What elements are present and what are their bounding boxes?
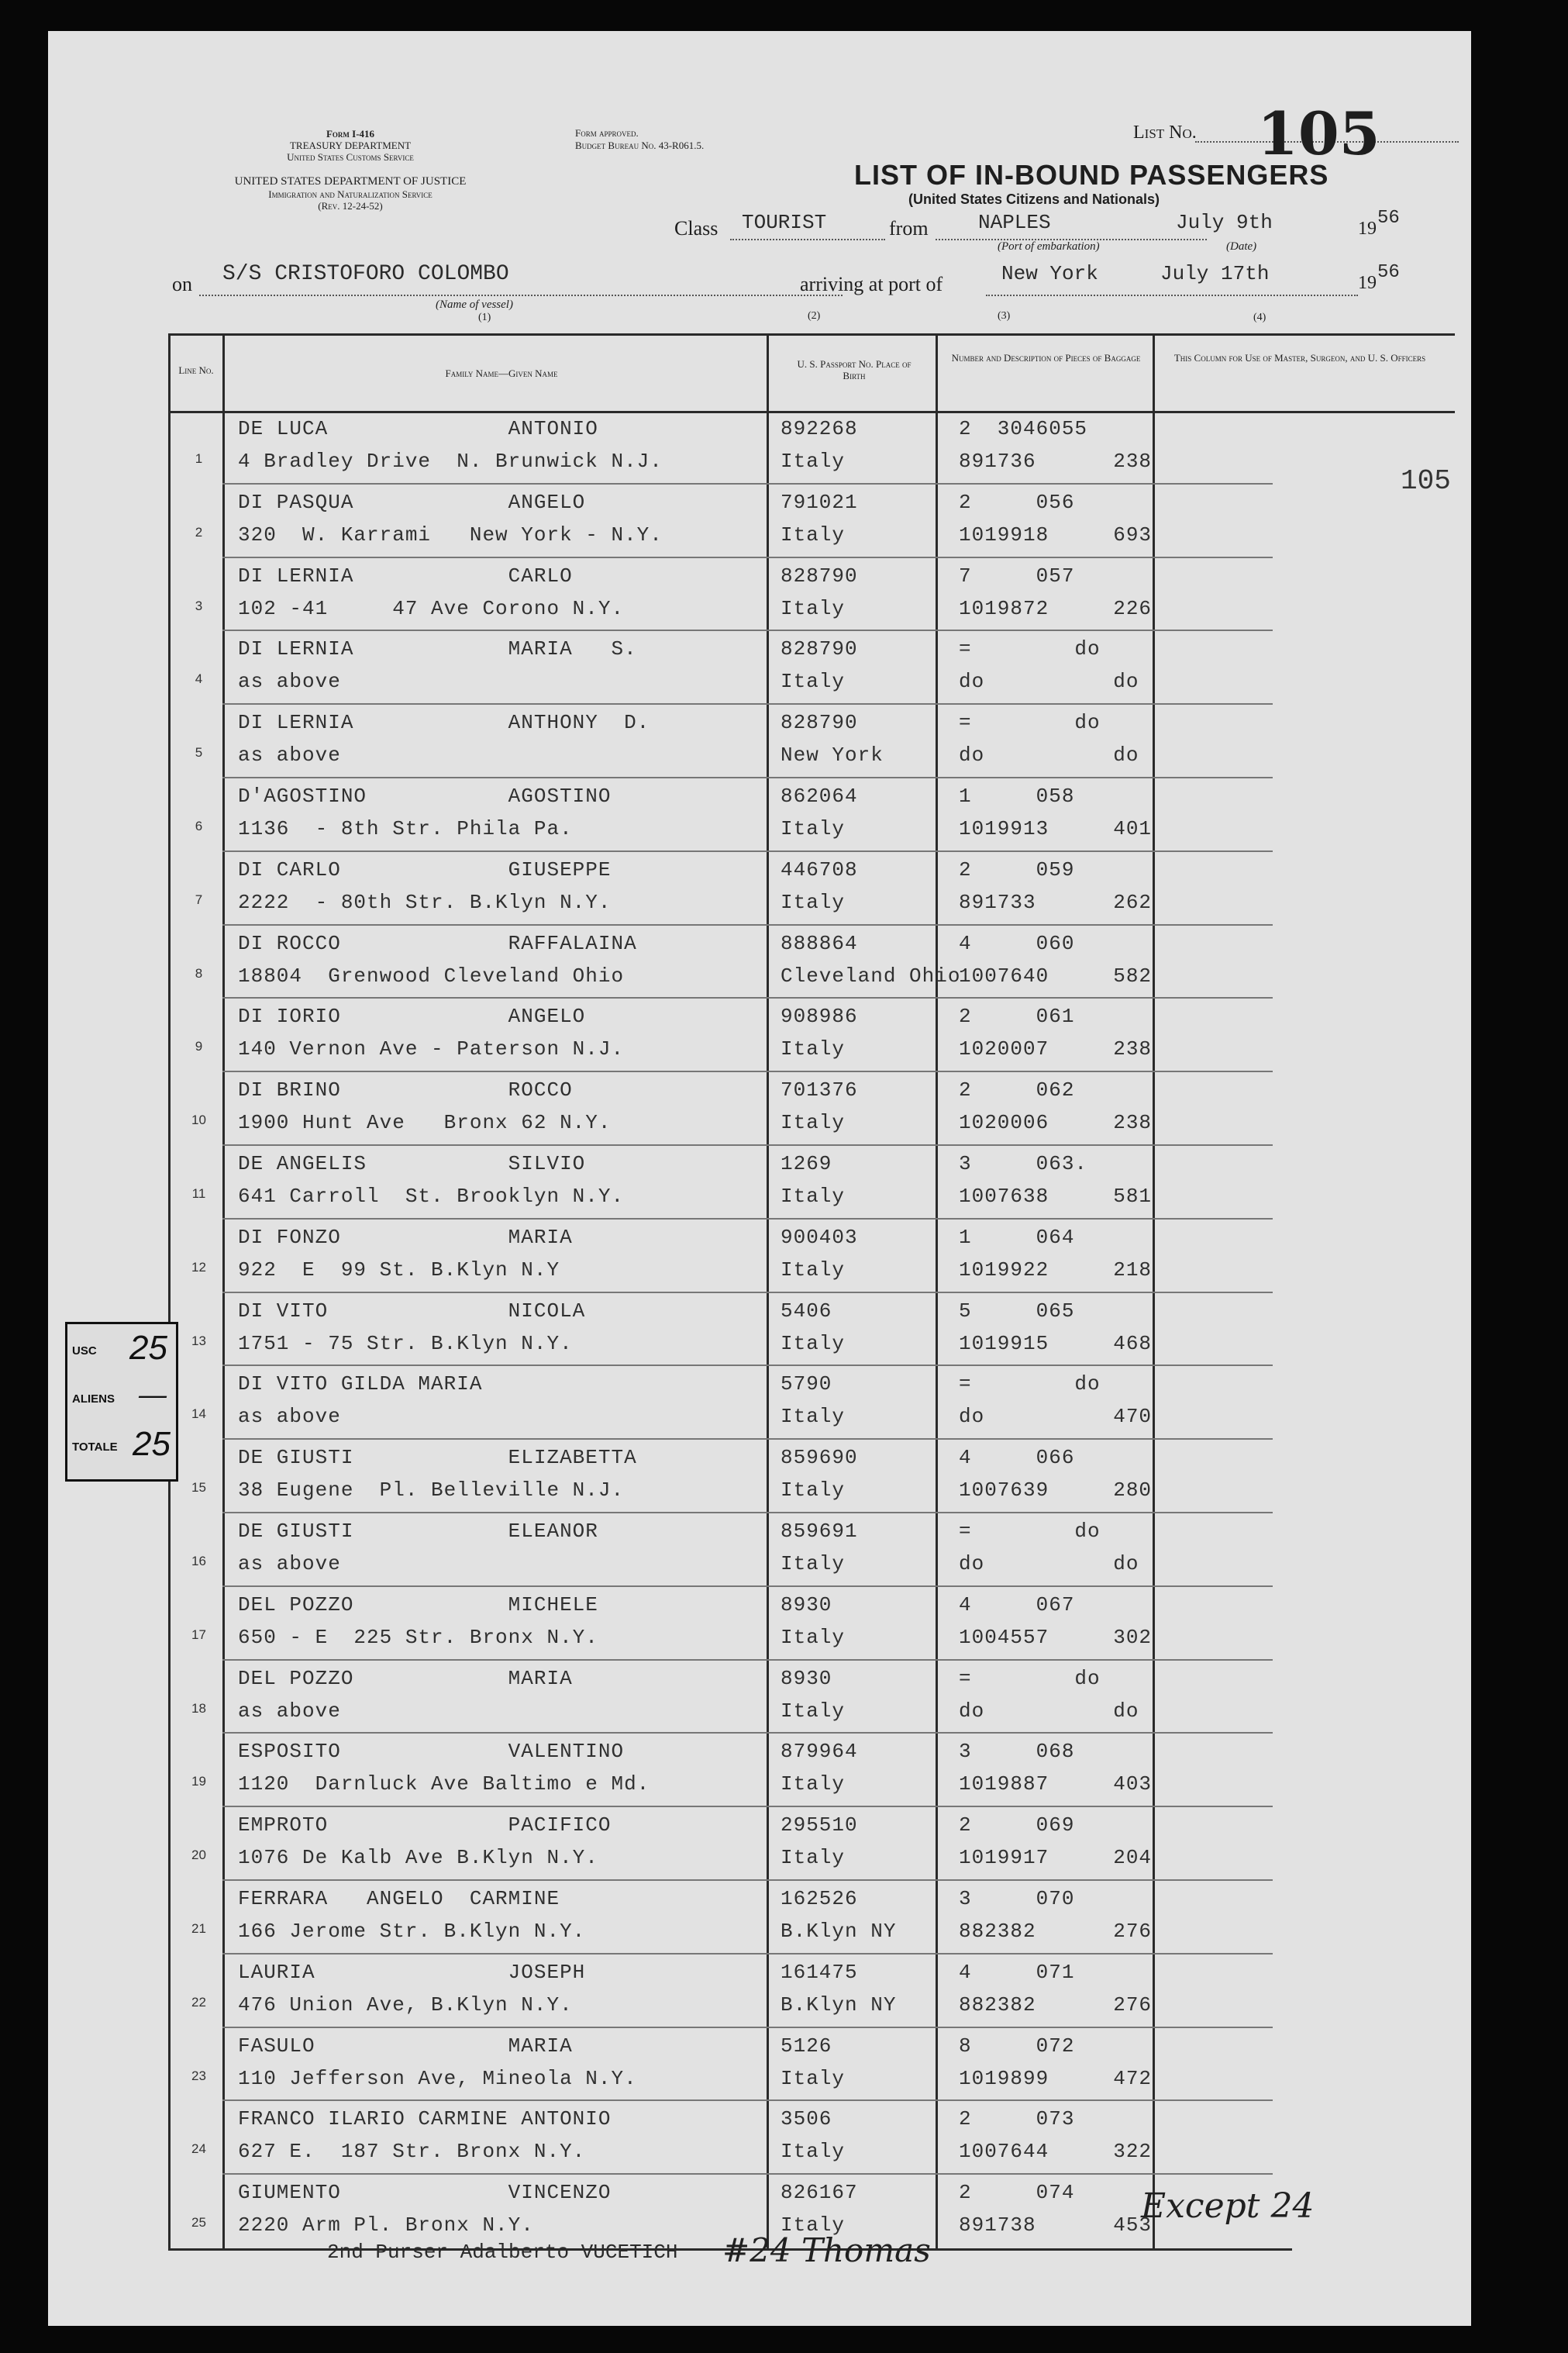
passport-number: 162526 xyxy=(781,1887,858,1910)
place-of-birth: Italy xyxy=(781,817,846,840)
baggage-count: 8 072 xyxy=(959,2034,1075,2058)
purser-signature: 2nd Purser Adalberto VUCETICH xyxy=(327,2241,678,2264)
form-approved: Form approved. xyxy=(575,127,639,139)
table-row xyxy=(168,1366,1404,1440)
year-value: 56 xyxy=(1377,208,1400,229)
passenger-name: DEL POZZO MICHELE xyxy=(238,1592,598,1616)
baggage-count: 1 058 xyxy=(959,785,1075,808)
line-number: 19 xyxy=(191,1774,206,1789)
ins-service: Immigration and Naturalization Service xyxy=(268,188,432,200)
passport-number: 908986 xyxy=(781,1005,858,1029)
table-row xyxy=(168,1661,1404,1734)
baggage-description: 1007639 280 xyxy=(959,1478,1153,1503)
table-row xyxy=(168,1072,1404,1146)
handwritten-note: #24 Thomas xyxy=(722,2231,931,2269)
line-number: 14 xyxy=(191,1406,206,1422)
baggage-description: 1020007 238 xyxy=(959,1037,1153,1061)
line-number: 12 xyxy=(191,1259,206,1275)
table-row xyxy=(168,1587,1404,1661)
class-value: TOURIST xyxy=(742,211,827,234)
line-number: 24 xyxy=(191,2141,206,2157)
passenger-address: 2222 - 80th Str. B.Klyn N.Y. xyxy=(238,890,612,914)
line-number: 9 xyxy=(195,1039,203,1054)
form-number: Form I-416 xyxy=(326,128,375,140)
passport-number: 859691 xyxy=(781,1520,858,1543)
passenger-name: DI FONZO MARIA xyxy=(238,1225,573,1249)
baggage-count: 2 059 xyxy=(959,857,1075,882)
baggage-count: 2 3046055 xyxy=(959,417,1088,440)
passenger-address: 320 W. Karrami New York - N.Y. xyxy=(238,523,663,547)
table-top-border xyxy=(168,333,1455,336)
baggage-description: 1019915 468 xyxy=(959,1331,1153,1355)
place-of-birth: Italy xyxy=(781,890,846,914)
passport-number: 828790 xyxy=(781,637,858,661)
passport-number: 900403 xyxy=(781,1225,858,1249)
passenger-address: 922 E 99 St. B.Klyn N.Y xyxy=(238,1258,560,1282)
passenger-address: 1076 De Kalb Ave B.Klyn N.Y. xyxy=(238,1846,598,1870)
passenger-name: DI BRINO ROCCO xyxy=(238,1078,573,1102)
table-row xyxy=(168,1807,1404,1881)
baggage-count: 2 061 xyxy=(959,1005,1075,1029)
baggage-description: 1020006 238 xyxy=(959,1111,1153,1135)
line-number: 13 xyxy=(191,1333,206,1348)
baggage-description: 891738 453 xyxy=(959,2213,1153,2237)
passenger-name: DE GIUSTI ELEANOR xyxy=(238,1520,598,1543)
passport-number: 5790 xyxy=(781,1372,832,1396)
line-number: 7 xyxy=(195,892,203,907)
baggage-description: 1019917 204 xyxy=(959,1846,1153,1870)
arrival-line xyxy=(986,295,1358,296)
line-number: 11 xyxy=(191,1186,206,1201)
table-row xyxy=(168,2028,1404,2102)
baggage-description: 1019872 226 xyxy=(959,596,1153,620)
passenger-name: FRANCO ILARIO CARMINE ANTONIO xyxy=(238,2107,612,2131)
arriving-label: arriving at port of xyxy=(800,273,943,295)
header-passport: U. S. Passport No. Place of Birth xyxy=(797,358,912,381)
baggage-count: 1 064 xyxy=(959,1225,1075,1249)
passport-number: 892268 xyxy=(781,417,858,440)
passport-number: 888864 xyxy=(781,931,858,955)
baggage-description: 1007640 582 xyxy=(959,964,1153,988)
baggage-count: 4 066 xyxy=(959,1446,1075,1470)
table-row xyxy=(168,1734,1404,1807)
passenger-name: FERRARA ANGELO CARMINE xyxy=(238,1887,560,1910)
passport-number: 862064 xyxy=(781,785,858,808)
passport-number: 295510 xyxy=(781,1813,858,1837)
arrival-date: July 17th xyxy=(1160,262,1270,285)
aliens-label: ALIENS xyxy=(72,1392,115,1406)
passenger-address: as above xyxy=(238,744,341,768)
passenger-rows xyxy=(168,411,1455,2248)
baggage-count: 2 073 xyxy=(959,2107,1075,2131)
vessel-value: S/S CRISTOFORO COLOMBO xyxy=(222,262,509,286)
passenger-address: 1136 - 8th Str. Phila Pa. xyxy=(238,817,573,840)
totale-value: 25 xyxy=(133,1425,171,1463)
place-of-birth: Italy xyxy=(781,1331,846,1355)
place-of-birth: B.Klyn NY xyxy=(781,1992,897,2017)
year2-prefix: 19 xyxy=(1358,273,1377,293)
place-of-birth: Italy xyxy=(781,1846,846,1870)
place-of-birth: Italy xyxy=(781,1772,846,1796)
baggage-count: 3 068 xyxy=(959,1740,1075,1764)
header-baggage: Number and Description of Pieces of Baggage xyxy=(951,352,1141,364)
place-of-birth: Italy xyxy=(781,1037,846,1061)
table-row xyxy=(168,1293,1404,1367)
line-number: 15 xyxy=(191,1480,206,1496)
totale-label: TOTALE xyxy=(72,1440,118,1454)
passport-number: 5126 xyxy=(781,2034,832,2058)
line-number: 21 xyxy=(191,1921,206,1936)
vessel-caption: (Name of vessel) xyxy=(436,298,513,311)
place-of-birth: New York xyxy=(781,744,884,768)
place-of-birth: Italy xyxy=(781,1258,846,1282)
passport-number: 1269 xyxy=(781,1152,832,1175)
passenger-name: DI IORIO ANGELO xyxy=(238,1005,586,1029)
place-of-birth: Italy xyxy=(781,450,846,473)
passport-number: 879964 xyxy=(781,1740,858,1764)
table-row xyxy=(168,852,1404,926)
table-row xyxy=(168,411,1404,485)
passenger-address: 140 Vernon Ave - Paterson N.J. xyxy=(238,1037,625,1061)
place-of-birth: Italy xyxy=(781,1625,846,1649)
aliens-value: — xyxy=(139,1378,167,1410)
line-number: 20 xyxy=(191,1848,206,1863)
baggage-count: 2 074 xyxy=(959,2181,1075,2205)
column-index-1: (1) xyxy=(478,312,491,323)
baggage-description: 1007638 581 xyxy=(959,1185,1153,1208)
passenger-name: GIUMENTO VINCENZO xyxy=(238,2181,612,2205)
vessel-line xyxy=(199,295,843,296)
place-of-birth: Italy xyxy=(781,2213,846,2237)
date-value: July 9th xyxy=(1176,211,1273,234)
passenger-name: DE LUCA ANTONIO xyxy=(238,417,598,440)
usc-label: USC xyxy=(72,1344,97,1358)
passport-number: 828790 xyxy=(781,564,858,588)
baggage-description: 1019918 693 xyxy=(959,523,1153,547)
passenger-address: 1751 - 75 Str. B.Klyn N.Y. xyxy=(238,1331,573,1355)
baggage-description: do 470 xyxy=(959,1405,1153,1429)
passenger-name: FASULO MARIA xyxy=(238,2034,573,2058)
place-of-birth: Italy xyxy=(781,1111,846,1135)
baggage-description: 1019913 401 xyxy=(959,817,1153,840)
line-number: 23 xyxy=(191,2068,206,2083)
passport-number: 8930 xyxy=(781,1666,832,1690)
line-number: 2 xyxy=(195,524,203,540)
justice-dept: UNITED STATES DEPARTMENT OF JUSTICE xyxy=(234,175,467,188)
passport-number: 828790 xyxy=(781,711,858,735)
baggage-count: = do xyxy=(959,1372,1101,1396)
from-value: NAPLES xyxy=(978,211,1051,234)
passport-number: 446708 xyxy=(781,857,858,882)
passenger-address: as above xyxy=(238,1552,341,1575)
passenger-name: EMPROTO PACIFICO xyxy=(238,1813,612,1837)
treasury-dept: TREASURY DEPARTMENT xyxy=(289,140,412,151)
place-of-birth: Italy xyxy=(781,523,846,547)
form-subtitle: (United States Citizens and Nationals) xyxy=(908,191,1160,207)
list-no-label: List No. xyxy=(1133,122,1197,143)
baggage-description: 891733 262 xyxy=(959,890,1153,914)
line-number: 6 xyxy=(195,819,203,833)
passport-number: 791021 xyxy=(781,490,858,514)
passport-number: 3506 xyxy=(781,2107,832,2131)
baggage-description: do do xyxy=(959,1552,1139,1575)
baggage-count: = do xyxy=(959,637,1101,661)
passenger-address: 1120 Darnluck Ave Baltimo e Md. xyxy=(238,1772,650,1796)
baggage-count: 3 070 xyxy=(959,1887,1075,1910)
passport-number: 161475 xyxy=(781,1960,858,1984)
passenger-address: 641 Carroll St. Brooklyn N.Y. xyxy=(238,1185,625,1208)
baggage-description: 1019922 218 xyxy=(959,1258,1153,1282)
header-line-no: Line No. xyxy=(178,364,214,376)
table-row xyxy=(168,1146,1404,1220)
except-note: Except 24 xyxy=(1141,2186,1315,2226)
passenger-address: 18804 Grenwood Cleveland Ohio xyxy=(238,964,625,988)
place-of-birth: Italy xyxy=(781,1185,846,1208)
passport-number: 826167 xyxy=(781,2181,858,2205)
baggage-description: 1004557 302 xyxy=(959,1625,1153,1649)
passenger-address: 650 - E 225 Str. Bronx N.Y. xyxy=(238,1625,598,1649)
baggage-description: 891736 238 xyxy=(959,450,1153,473)
table-row xyxy=(168,1955,1404,2028)
passenger-name: DI VITO NICOLA xyxy=(238,1299,586,1323)
table-row xyxy=(168,2101,1404,2175)
baggage-description: 1019899 472 xyxy=(959,2066,1153,2090)
passenger-name: DE ANGELIS SILVIO xyxy=(238,1152,586,1175)
passenger-name: DI ROCCO RAFFALAINA xyxy=(238,931,637,955)
passenger-name: ESPOSITO VALENTINO xyxy=(238,1740,625,1764)
baggage-count: 4 060 xyxy=(959,931,1075,955)
passport-number: 859690 xyxy=(781,1446,858,1470)
budget-bureau: Budget Bureau No. 43-R061.5. xyxy=(575,140,705,151)
passenger-address: as above xyxy=(238,1699,341,1723)
list-number: 105 xyxy=(1257,99,1380,168)
place-of-birth: Cleveland Ohio xyxy=(781,964,961,988)
line-number: 17 xyxy=(191,1627,206,1642)
baggage-description: do do xyxy=(959,1699,1139,1723)
place-of-birth: Italy xyxy=(781,1405,846,1429)
from-label: from xyxy=(889,217,929,240)
passenger-name: DI VITO GILDA MARIA xyxy=(238,1372,483,1396)
revision: (Rev. 12-24-52) xyxy=(318,200,383,212)
officer-note: 105 xyxy=(1401,465,1451,497)
on-label: on xyxy=(172,273,192,295)
baggage-count: = do xyxy=(959,1666,1101,1690)
passenger-name: DEL POZZO MARIA xyxy=(238,1666,573,1690)
passenger-name: DI LERNIA CARLO xyxy=(238,564,573,588)
passenger-address: 627 E. 187 Str. Bronx N.Y. xyxy=(238,2140,586,2164)
passport-number: 5406 xyxy=(781,1299,832,1323)
count-stamp xyxy=(65,1322,178,1482)
year2-value: 56 xyxy=(1377,262,1400,283)
table-row xyxy=(168,1881,1404,1955)
passenger-address: as above xyxy=(238,670,341,694)
passenger-name: D'AGOSTINO AGOSTINO xyxy=(238,785,612,808)
column-index-4: (4) xyxy=(1253,312,1266,323)
passenger-address: 102 -41 47 Ave Corono N.Y. xyxy=(238,596,625,620)
form-sheet xyxy=(48,31,1471,2326)
baggage-count: 2 069 xyxy=(959,1813,1075,1837)
customs-service: United States Customs Service xyxy=(287,151,414,163)
table-row xyxy=(168,485,1404,558)
passenger-address: 110 Jefferson Ave, Mineola N.Y. xyxy=(238,2066,637,2090)
header-officers: This Column for Use of Master, Surgeon, and U. S. Officers xyxy=(1173,352,1426,364)
arrival-port: New York xyxy=(1001,262,1098,285)
table-row xyxy=(168,926,1404,999)
column-index-2: (2) xyxy=(808,310,821,322)
baggage-count: 2 062 xyxy=(959,1078,1075,1102)
baggage-count: 5 065 xyxy=(959,1299,1075,1323)
passenger-name: DI CARLO GIUSEPPE xyxy=(238,857,612,882)
passenger-address: 2220 Arm Pl. Bronx N.Y. xyxy=(238,2213,534,2237)
table-row xyxy=(168,1513,1404,1587)
port-embarkation-caption: (Port of embarkation) xyxy=(998,240,1100,253)
date-caption: (Date) xyxy=(1226,240,1257,253)
passenger-address: 476 Union Ave, B.Klyn N.Y. xyxy=(238,1992,573,2017)
passenger-name: DI PASQUA ANGELO xyxy=(238,490,586,514)
table-row xyxy=(168,778,1404,852)
table-row xyxy=(168,1440,1404,1513)
passenger-address: 166 Jerome Str. B.Klyn N.Y. xyxy=(238,1920,586,1943)
passenger-name: DI LERNIA ANTHONY D. xyxy=(238,711,650,735)
table-row xyxy=(168,705,1404,778)
place-of-birth: Italy xyxy=(781,596,846,620)
baggage-description: 882382 276 xyxy=(959,1992,1153,2017)
class-line xyxy=(730,239,885,240)
line-number: 22 xyxy=(191,1994,206,2010)
passenger-address: as above xyxy=(238,1405,341,1429)
passenger-name: DE GIUSTI ELIZABETTA xyxy=(238,1446,637,1470)
passenger-table xyxy=(168,333,1455,2250)
place-of-birth: Italy xyxy=(781,1552,846,1575)
place-of-birth: Italy xyxy=(781,2140,846,2164)
place-of-birth: B.Klyn NY xyxy=(781,1920,897,1943)
table-row xyxy=(168,631,1404,705)
passenger-address: 38 Eugene Pl. Belleville N.J. xyxy=(238,1478,625,1503)
usc-value: 25 xyxy=(129,1329,167,1367)
line-number: 16 xyxy=(191,1554,206,1568)
baggage-count: 4 071 xyxy=(959,1960,1075,1984)
place-of-birth: Italy xyxy=(781,2066,846,2090)
form-title: LIST OF IN-BOUND PASSENGERS xyxy=(854,159,1329,191)
table-row xyxy=(168,558,1404,632)
baggage-description: do do xyxy=(959,670,1139,694)
baggage-count: 4 067 xyxy=(959,1592,1075,1616)
baggage-description: 882382 276 xyxy=(959,1920,1153,1943)
line-number: 1 xyxy=(195,451,203,466)
passport-number: 8930 xyxy=(781,1592,832,1616)
passenger-name: DI LERNIA MARIA S. xyxy=(238,637,637,661)
class-label: Class xyxy=(674,217,719,240)
table-row xyxy=(168,1220,1404,1293)
line-number: 25 xyxy=(191,2215,206,2231)
passenger-name: LAURIA JOSEPH xyxy=(238,1960,586,1984)
passport-number: 701376 xyxy=(781,1078,858,1102)
baggage-count: 7 057 xyxy=(959,564,1075,588)
line-number: 8 xyxy=(195,965,203,981)
baggage-count: 2 056 xyxy=(959,490,1075,514)
baggage-description: 1019887 403 xyxy=(959,1772,1153,1796)
line-number: 4 xyxy=(195,671,203,687)
line-number: 18 xyxy=(191,1700,206,1716)
line-number: 5 xyxy=(195,745,203,761)
year-prefix: 19 xyxy=(1358,219,1377,239)
line-number: 3 xyxy=(195,598,203,613)
baggage-description: do do xyxy=(959,744,1139,768)
baggage-count: = do xyxy=(959,711,1101,735)
place-of-birth: Italy xyxy=(781,670,846,694)
place-of-birth: Italy xyxy=(781,1699,846,1723)
table-row xyxy=(168,999,1404,1072)
header-name: Family Name—Given Name xyxy=(445,367,558,379)
baggage-description: 1007644 322 xyxy=(959,2140,1153,2164)
passenger-address: 4 Bradley Drive N. Brunwick N.J. xyxy=(238,450,663,473)
place-of-birth: Italy xyxy=(781,1478,846,1503)
column-index-3: (3) xyxy=(998,310,1011,322)
line-number: 10 xyxy=(191,1113,206,1128)
baggage-count: 3 063. xyxy=(959,1152,1088,1175)
baggage-count: = do xyxy=(959,1520,1101,1543)
passenger-address: 1900 Hunt Ave Bronx 62 N.Y. xyxy=(238,1111,612,1135)
